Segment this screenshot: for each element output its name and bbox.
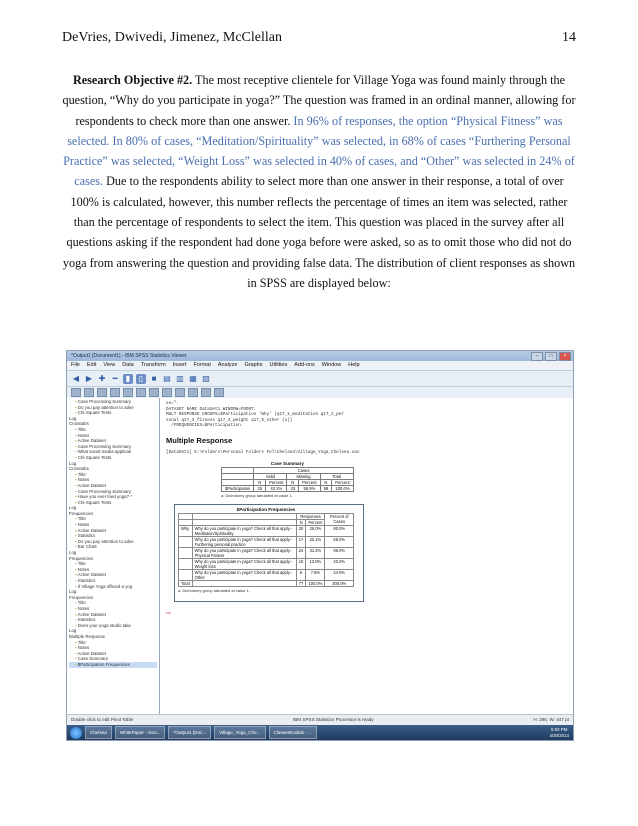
taskbar-item[interactable]: *Output1 [Doc... bbox=[168, 726, 211, 739]
maximize-icon[interactable]: □ bbox=[545, 352, 557, 361]
undo-icon[interactable] bbox=[136, 388, 146, 397]
insert-heading-icon[interactable]: ▤ bbox=[163, 373, 171, 383]
response-percent: 31.2% bbox=[306, 547, 325, 558]
outline-item[interactable]: ▪ $Participation Frequencies bbox=[69, 662, 157, 668]
outline-item[interactable]: ▪ Active Dataset bbox=[69, 528, 157, 534]
paragraph-text-1: The most receptive clientele for Village Yoga was found mainly through the question, “Why do you participate in yoga?” The question was framed in an ordinal manner, allowing for respondents to check more than one answer. bbox=[62, 73, 576, 128]
response-label: Why do you participate in yoga? Check all that apply.- Other bbox=[192, 569, 296, 580]
outline-pane[interactable] bbox=[67, 398, 160, 714]
clock-time: 5:02 PM bbox=[551, 727, 568, 732]
outline-item[interactable]: ▪ Chi-Square Tests bbox=[69, 500, 157, 506]
percent-of-cases-header: Percent of Cases bbox=[325, 513, 354, 525]
menu-item-insert[interactable]: Insert bbox=[172, 362, 187, 368]
window-titlebar bbox=[67, 351, 573, 361]
taskbar-item[interactable]: Village_Yoga_Che... bbox=[214, 726, 265, 739]
case-col-header: Percent bbox=[266, 479, 287, 485]
case-cell: 56.9% bbox=[299, 485, 320, 491]
outline-item[interactable]: ▪ Statistics bbox=[69, 578, 157, 584]
body-paragraph bbox=[62, 70, 576, 293]
outline-item[interactable]: Crosstabs bbox=[69, 421, 89, 427]
response-label: Why do you participate in yoga? Check all that apply.- Physical Fitness bbox=[192, 547, 296, 558]
total-cell: 100.0% bbox=[306, 580, 325, 586]
cases-header: Cases bbox=[254, 467, 353, 473]
menu-item-window[interactable]: Window bbox=[321, 362, 342, 368]
menu-item-graphs[interactable]: Graphs bbox=[244, 362, 263, 368]
case-col-header: N bbox=[320, 479, 332, 485]
page-number: 14 bbox=[562, 30, 576, 45]
outline-item[interactable]: Log bbox=[69, 628, 77, 634]
group-label: Why bbox=[179, 525, 193, 536]
case-col-header: Percent bbox=[332, 479, 353, 485]
outline-item[interactable]: ▪ Do you pay attention to adve bbox=[69, 539, 157, 545]
response-percent: 22.1% bbox=[306, 536, 325, 547]
taskbar-item[interactable]: WhitePaper - Goo... bbox=[115, 726, 166, 739]
insert-title-icon[interactable]: ▥ bbox=[176, 373, 184, 383]
menu-item-data[interactable]: Data bbox=[122, 362, 134, 368]
response-n: 10 bbox=[296, 558, 306, 569]
menu-item-analyze[interactable]: Analyze bbox=[217, 362, 238, 368]
group-label-empty bbox=[179, 558, 193, 569]
status-coords: H: 395, W: 447 pt bbox=[533, 717, 569, 722]
response-percent-cases: 24.0% bbox=[325, 569, 354, 580]
group-label-empty bbox=[179, 536, 193, 547]
minimize-icon[interactable]: – bbox=[531, 352, 543, 361]
objective-heading: Research Objective #2. bbox=[72, 73, 193, 87]
goto-data-icon[interactable] bbox=[162, 388, 172, 397]
recall-dialog-icon[interactable] bbox=[123, 388, 133, 397]
outline-item[interactable]: ▪ Title bbox=[69, 427, 157, 433]
outline-item[interactable]: ▪ Notes bbox=[69, 567, 157, 573]
menu-item-view[interactable]: View bbox=[103, 362, 116, 368]
outline-item[interactable]: ▪ Chi-Square Tests bbox=[69, 455, 157, 461]
toolbar bbox=[67, 371, 573, 387]
print-icon[interactable] bbox=[97, 388, 107, 397]
outline-item[interactable]: ▪ Bar Chart bbox=[69, 544, 157, 550]
windows-taskbar bbox=[67, 725, 573, 740]
outline-item[interactable]: Multiple Response bbox=[69, 633, 106, 639]
forward-arrow-icon[interactable]: ▶ bbox=[85, 373, 93, 383]
status-left: Double click to edit Pivot Table bbox=[71, 717, 134, 722]
outline-item[interactable]: ▪ Notes bbox=[69, 477, 157, 483]
section-title: Multiple Response bbox=[166, 435, 233, 445]
red-arrow-marker-icon: ⇨ bbox=[166, 611, 172, 617]
response-n: 24 bbox=[296, 547, 306, 558]
outline-item[interactable]: Crosstabs bbox=[69, 466, 89, 472]
menu-item-utilities[interactable]: Utilities bbox=[269, 362, 288, 368]
response-percent: 26.0% bbox=[306, 525, 325, 536]
variables-icon[interactable] bbox=[188, 388, 198, 397]
outline-item[interactable]: ▪ Notes bbox=[69, 606, 157, 612]
case-summary-footnote: a. Dichotomy group tabulated at value 1. bbox=[221, 492, 293, 498]
open-icon[interactable] bbox=[71, 388, 81, 397]
group-label-empty bbox=[179, 569, 193, 580]
outline-item[interactable]: Log bbox=[69, 550, 77, 556]
find-icon[interactable] bbox=[201, 388, 211, 397]
response-percent-cases: 96.0% bbox=[325, 547, 354, 558]
outline-item[interactable]: ▪ Active Dataset bbox=[69, 572, 157, 578]
outline-item[interactable]: ▪ Does your yoga studio take bbox=[69, 623, 157, 629]
outline-item[interactable]: Frequencies bbox=[69, 594, 94, 600]
case-cell: 100.0% bbox=[332, 485, 353, 491]
outline-item[interactable]: Log bbox=[69, 505, 77, 511]
table-row bbox=[179, 547, 354, 558]
table-row bbox=[179, 558, 354, 569]
case-subheader: Missing bbox=[287, 473, 320, 479]
outline-item[interactable]: ▪ Title bbox=[69, 472, 157, 478]
response-percent: 13.0% bbox=[306, 558, 325, 569]
response-n: 6 bbox=[296, 569, 306, 580]
case-cell: 25 bbox=[254, 485, 266, 491]
response-n: 20 bbox=[296, 525, 306, 536]
case-summary-title: Case Summary bbox=[270, 460, 304, 466]
clock-date: 4/30/2014 bbox=[549, 732, 569, 738]
frequencies-table[interactable] bbox=[178, 507, 354, 587]
case-subheader: Total bbox=[320, 473, 353, 479]
taskbar-item[interactable]: Chelsea bbox=[85, 726, 112, 739]
total-row bbox=[179, 580, 354, 586]
syntax-log: se=". DATASET NAME DataSet1 WINDOW=FRONT. MULT RESPONSE GROUPS=$Participation 'Why' (q17_1_meditation q17_2_per sonal q17_3_fitness q17_4_weight q17_5_other (1)) /FREQUENCIES=$Participation. bbox=[166, 401, 344, 429]
frequencies-footnote: a. Dichotomy group tabulated at value 1. bbox=[178, 587, 250, 593]
insert-table-icon[interactable]: ▧ bbox=[202, 373, 210, 383]
goto-case-icon[interactable] bbox=[175, 388, 185, 397]
response-label: Why do you participate in yoga? Check all that apply.- Meditation/Spirituality bbox=[192, 525, 296, 536]
spss-screenshot bbox=[66, 350, 574, 741]
highlighted-results: In 96% of responses, the option “Physical Fitness” was selected. In 80% of cases, “Meditation/Spirituality” was selected, in 68% of cases “Furthering Personal Practice” was selected, “Weight Loss” was selected in 40% of cases, and “Other” was selected in 24% of cases. bbox=[63, 113, 575, 189]
page-header bbox=[62, 30, 576, 46]
outline-item[interactable]: ▪ Statistics bbox=[69, 617, 157, 623]
outline-item[interactable]: ▪ Notes bbox=[69, 645, 157, 651]
case-cell: 43.1% bbox=[266, 485, 287, 491]
output-pane[interactable] bbox=[160, 398, 573, 714]
response-percent-cases: 80.0% bbox=[325, 525, 354, 536]
plus-icon[interactable]: ✚ bbox=[98, 373, 106, 383]
outline-item[interactable]: ▪ Active Dataset bbox=[69, 483, 157, 489]
outline-item[interactable]: ▪ Active Dataset bbox=[69, 612, 157, 618]
outline-item[interactable]: ▪ Active Dataset bbox=[69, 651, 157, 657]
running-head-authors: DeVries, Dwivedi, Jimenez, McClellan bbox=[62, 30, 282, 45]
outline-item[interactable]: ▪ Statistics bbox=[69, 533, 157, 539]
menu-item-add-ons[interactable]: Add-ons bbox=[294, 362, 315, 368]
outline-item[interactable]: ▪ Title bbox=[69, 600, 157, 606]
case-cell: 33 bbox=[287, 485, 299, 491]
minus-icon[interactable]: ━ bbox=[112, 373, 118, 383]
outline-item[interactable]: ▪ If Village Yoga offered a yog bbox=[69, 584, 157, 590]
case-row-label: $Participation bbox=[222, 485, 254, 491]
case-col-header: N bbox=[287, 479, 299, 485]
paragraph-text-2: Due to the respondents ability to select more than one answer in their response, a total of over 100% is calculated, however, this number reflects the percentage of times an item was selected, rather than the percentage of respondents to select the item. This question was placed in the survey after all questions asking if the respondent had done yoga before were asked, so as to omit those who did not do yoga from answering the question and providing false data. The distribution of client responses as shown in SPSS are displayed below: bbox=[62, 174, 576, 290]
response-percent: 7.8% bbox=[306, 569, 325, 580]
outline-item[interactable]: ▪ Case Processing Summary bbox=[69, 489, 157, 495]
export-icon[interactable] bbox=[110, 388, 120, 397]
outline-item[interactable]: Log bbox=[69, 589, 77, 595]
table-row bbox=[179, 525, 354, 536]
response-label: Why do you participate in yoga? Check all that apply.- Furthering personal practice bbox=[192, 536, 296, 547]
outline-item[interactable]: Frequencies bbox=[69, 555, 94, 561]
outline-item[interactable]: ▪ Chi-Square Tests bbox=[69, 410, 157, 416]
status-right: IBM SPSS Statistics Processor is ready bbox=[292, 717, 374, 722]
windows-start-icon[interactable] bbox=[70, 727, 82, 739]
outline-item[interactable]: ▪ Title bbox=[69, 561, 157, 567]
responses-header: Responses bbox=[296, 513, 325, 519]
menu-item-help[interactable]: Help bbox=[348, 362, 360, 368]
case-col-header: N bbox=[254, 479, 266, 485]
outline-item[interactable]: ▪ Case Processing Summary bbox=[69, 399, 157, 405]
group-label-empty bbox=[179, 547, 193, 558]
menu-item-transform[interactable]: Transform bbox=[140, 362, 166, 368]
frequencies-title: $Participation Frequencies bbox=[236, 506, 296, 512]
outline-item[interactable]: Log bbox=[69, 460, 77, 466]
case-summary-table[interactable] bbox=[221, 461, 354, 492]
close-icon[interactable]: × bbox=[559, 352, 571, 361]
outline-item[interactable]: ▪ What social media applicati bbox=[69, 449, 157, 455]
case-cell: 58 bbox=[320, 485, 332, 491]
hide-icon[interactable]: ▯ bbox=[136, 374, 146, 384]
designate-window-icon[interactable]: ■ bbox=[151, 373, 157, 383]
redo-icon[interactable] bbox=[149, 388, 159, 397]
outline-item[interactable]: ▪ Case Summary bbox=[69, 656, 157, 662]
menu-bar bbox=[67, 361, 573, 371]
outline-item[interactable]: ▪ Case Processing Summary bbox=[69, 444, 157, 450]
save-icon[interactable] bbox=[84, 388, 94, 397]
outline-item[interactable]: Log bbox=[69, 415, 77, 421]
system-clock bbox=[549, 727, 573, 738]
total-cell: 308.0% bbox=[325, 580, 354, 586]
dataset-line: [DataSet1] E:\Folders\Personal Folders Fel\Chelsea\Village_Yoga_Chelsea.sav bbox=[166, 449, 360, 455]
outline-item[interactable]: ▪ Notes bbox=[69, 522, 157, 528]
window-title: *Output1 [Document1] - IBM SPSS Statistics Viewer bbox=[71, 353, 187, 359]
outline-item[interactable]: ▪ Have you ever tried yoga? * bbox=[69, 494, 157, 500]
response-n: 17 bbox=[296, 536, 306, 547]
outline-item[interactable]: ▪ Active Dataset bbox=[69, 438, 157, 444]
menu-item-edit[interactable]: Edit bbox=[86, 362, 97, 368]
outline-item[interactable]: ▪ Title bbox=[69, 516, 157, 522]
back-arrow-icon[interactable]: ◀ bbox=[72, 373, 80, 383]
chart-icon[interactable] bbox=[214, 388, 224, 397]
case-col-header: Percent bbox=[299, 479, 320, 485]
n-header: N bbox=[296, 519, 306, 525]
outline-item[interactable]: Frequencies bbox=[69, 510, 94, 516]
frequencies-box[interactable] bbox=[174, 504, 364, 602]
total-label: Total bbox=[179, 580, 193, 586]
status-bar bbox=[67, 714, 573, 725]
case-subheader: Valid bbox=[254, 473, 287, 479]
show-icon[interactable]: ▮ bbox=[123, 374, 133, 384]
menu-item-file[interactable]: File bbox=[71, 362, 80, 368]
response-label: Why do you participate in yoga? Check all that apply.- Weight loss bbox=[192, 558, 296, 569]
response-percent-cases: 68.0% bbox=[325, 536, 354, 547]
table-row bbox=[179, 536, 354, 547]
total-cell: 77 bbox=[296, 580, 306, 586]
taskbar-item[interactable]: ClassesKodiak - ... bbox=[269, 726, 317, 739]
total-empty bbox=[192, 580, 296, 586]
menu-item-format[interactable]: Format bbox=[193, 362, 211, 368]
response-percent-cases: 40.0% bbox=[325, 558, 354, 569]
percent-header: Percent bbox=[306, 519, 325, 525]
insert-text-icon[interactable]: ▦ bbox=[189, 373, 197, 383]
table-row bbox=[179, 569, 354, 580]
outline-item[interactable]: ▪ Title bbox=[69, 640, 157, 646]
outline-item[interactable]: ▪ Notes bbox=[69, 433, 157, 439]
outline-item[interactable]: ▪ Do you pay attention to adve bbox=[69, 405, 157, 411]
